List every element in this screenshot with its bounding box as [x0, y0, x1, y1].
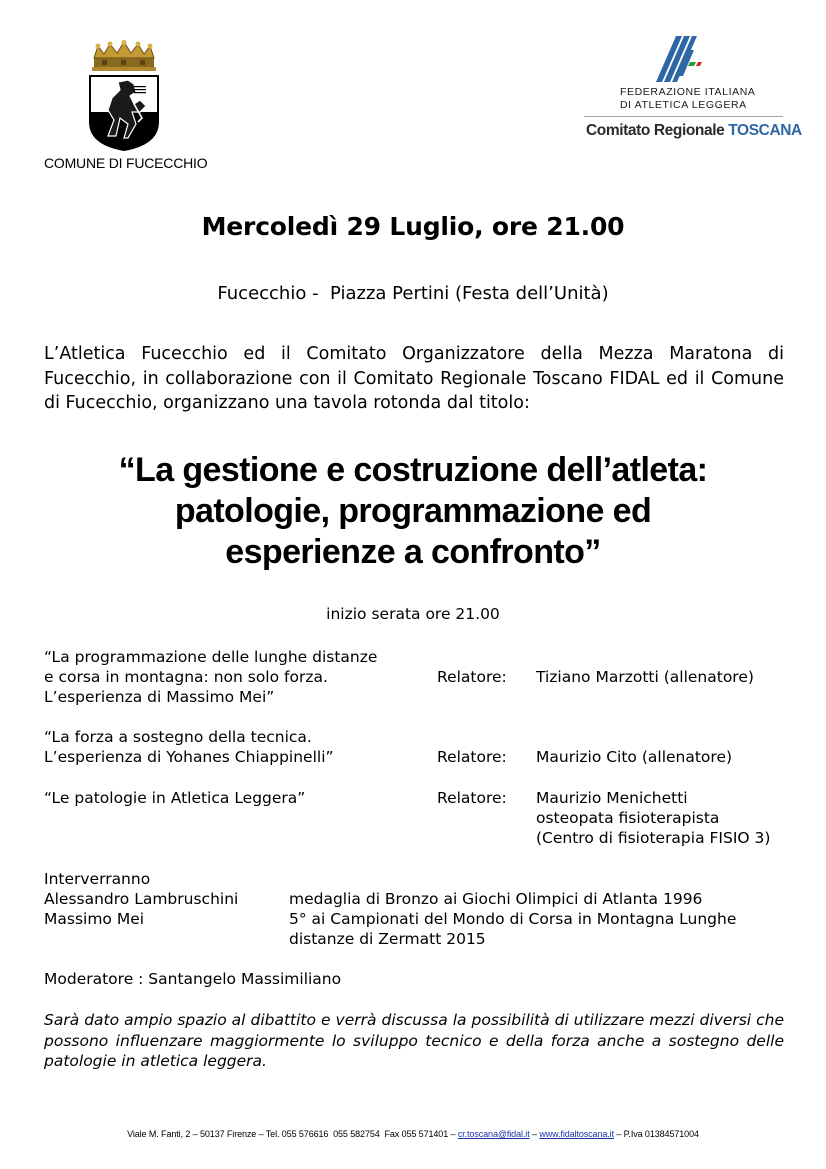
- guest-desc-line: 5° ai Campionati del Mondo di Corsa in Montagna Lunghe: [289, 910, 737, 928]
- footer-address: Viale M. Fanti, 2 – 50137 Firenze – Tel. 055 576616 055 582754 Fax 055 571401 –: [127, 1129, 458, 1139]
- talk-3-title: [44, 788, 305, 808]
- title-line: esperienze a confronto”: [225, 533, 601, 571]
- talk-title-line: L’esperienza di Yohanes Chiappinelli”: [44, 748, 334, 766]
- talk-3-speaker: [536, 788, 770, 848]
- event-location: Fucecchio - Piazza Pertini (Festa dell’Unità): [217, 283, 609, 304]
- footer-piva: – P.Iva 01384571004: [613, 1129, 699, 1139]
- footer-email-link[interactable]: cr.toscana@fidal.it: [457, 1129, 530, 1139]
- moderator: Moderatore : Santangelo Massimiliano: [44, 970, 342, 988]
- guest-1-desc: medaglia di Bronzo ai Giochi Olimpici di Atlanta 1996: [289, 890, 703, 908]
- talk-2-relatore-label: Relatore:: [437, 748, 507, 766]
- closing-paragraph: Sarà dato ampio spazio al dibattito e verrà discussa la possibilità di utilizzare mezzi diversi che possono influenzare maggiormente lo sviluppo tecnico e della forza anche a sostegno delle patologie in atletica leggera.: [44, 1011, 784, 1070]
- fidal-federation-line2: DI ATLETICA LEGGERA: [620, 99, 747, 111]
- fidal-divider: [584, 116, 783, 117]
- speaker-line: (Centro di fisioterapia FISIO 3): [536, 829, 771, 847]
- footer-separator: –: [529, 1129, 540, 1139]
- fidal-comitato-regionale: [586, 122, 802, 140]
- talk-2-title: [44, 727, 334, 767]
- footer: [0, 1129, 826, 1139]
- guest-2-desc: [289, 909, 736, 949]
- intro-paragraph: L’Atletica Fucecchio ed il Comitato Organizzatore della Mezza Maratona di Fucecchio, in collaborazione con il Comitato Regionale Toscano FIDAL ed il Comune di Fucecchio, organizzano una tavola rotonda dal titolo:: [44, 344, 784, 413]
- title-line: patologie, programmazione ed: [174, 492, 652, 530]
- crown-icon: [92, 40, 156, 71]
- talk-1-relatore-label: Relatore:: [437, 668, 507, 686]
- guest-2-name: Massimo Mei: [44, 910, 145, 928]
- speaker-line: osteopata fisioterapista: [536, 809, 720, 827]
- guest-1-name: Alessandro Lambruschini: [44, 890, 239, 908]
- guest-desc-line: distanze di Zermatt 2015: [289, 930, 486, 948]
- talk-title-line: e corsa in montagna: non solo forza.: [44, 668, 328, 686]
- fidal-region-label: TOSCANA: [728, 122, 802, 139]
- talk-1-title: [44, 647, 377, 707]
- start-time: inizio serata ore 21.00: [326, 605, 500, 623]
- talk-title-line: “La programmazione delle lunghe distanze: [44, 648, 378, 666]
- talk-title-line: “Le patologie in Atletica Leggera”: [44, 789, 306, 807]
- title-line: “La gestione e costruzione dell’atleta:: [118, 451, 708, 489]
- speaker-line: Maurizio Menichetti: [536, 789, 688, 807]
- fidal-comitato-label: Comitato Regionale: [586, 122, 725, 139]
- fidal-stripes-icon: [656, 36, 702, 82]
- fidal-logo: [636, 36, 716, 84]
- fidal-federation-line1: FEDERAZIONE ITALIANA: [620, 86, 756, 98]
- round-table-title: [30, 450, 796, 573]
- talk-title-line: L’esperienza di Massimo Mei”: [44, 688, 275, 706]
- talk-title-line: “La forza a sostegno della tecnica.: [44, 728, 312, 746]
- event-date: Mercoledì 29 Luglio, ore 21.00: [201, 212, 625, 241]
- comune-name: COMUNE DI FUCECCHIO: [44, 155, 208, 171]
- talk-2-speaker: Maurizio Cito (allenatore): [536, 748, 733, 766]
- footer-website-link[interactable]: www.fidaltoscana.it: [539, 1129, 614, 1139]
- comune-coat-of-arms-logo: [84, 40, 164, 152]
- guests-heading: Interverranno: [44, 870, 151, 888]
- talk-1-speaker: Tiziano Marzotti (allenatore): [536, 668, 754, 686]
- talk-3-relatore-label: Relatore:: [437, 789, 507, 807]
